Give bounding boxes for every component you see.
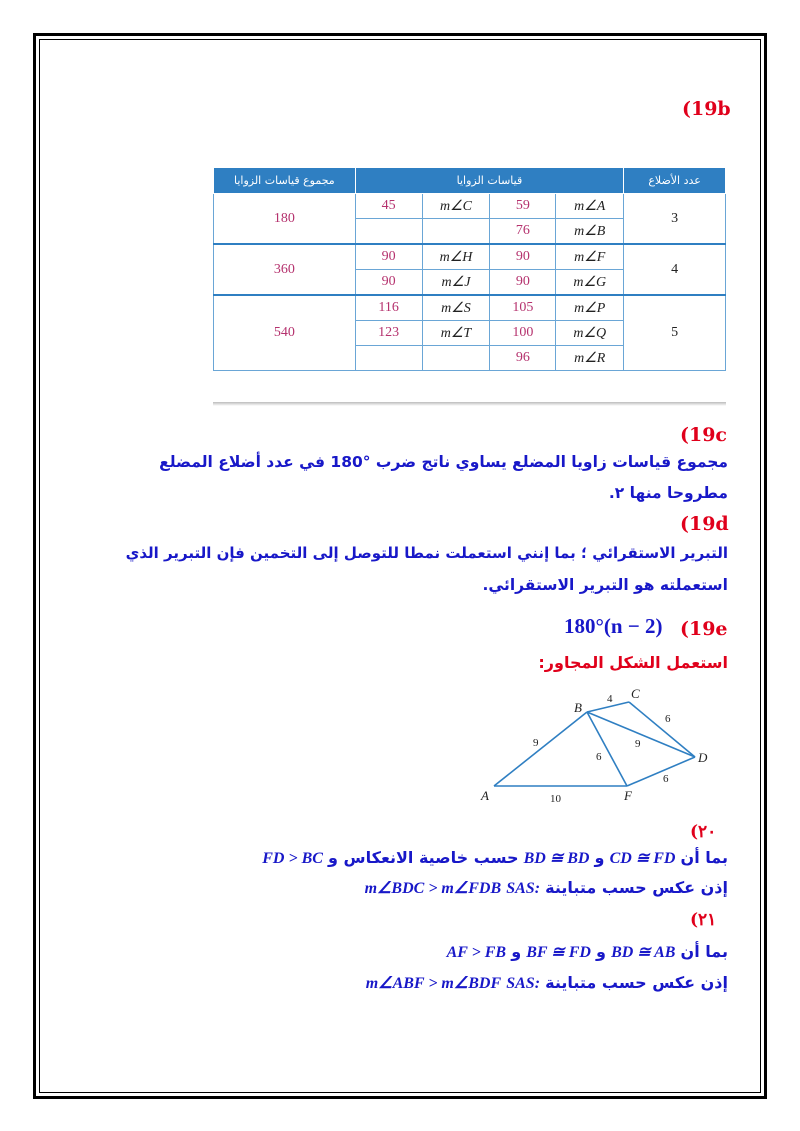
angle-name-cell: m∠T — [422, 321, 490, 346]
angle-value-cell: 76 — [490, 219, 556, 245]
q21-line2 — [48, 973, 728, 993]
q20-mid: حسب خاصية الانعكاس و — [328, 848, 519, 867]
q20-math-4: SAS: — [506, 880, 541, 897]
vertex-c: C — [631, 686, 640, 701]
q21-math-3: AF > FB — [446, 944, 507, 961]
edge-label-fd: 6 — [663, 773, 669, 785]
vertex-f: F — [624, 788, 632, 803]
angle-value-cell: 96 — [490, 346, 556, 371]
q21-math-2: BF ≅ FD — [526, 944, 591, 961]
angle-name-cell: m∠J — [422, 270, 490, 296]
label-19d: (19d — [680, 513, 729, 535]
edge-label-bd: 9 — [635, 738, 641, 750]
q20-math-5: m∠BDC > m∠FDB — [364, 880, 502, 897]
sides-cell: 5 — [624, 295, 726, 371]
header-sum: مجموع قياسات الزوايا — [214, 168, 356, 194]
sum-cell: 180 — [214, 194, 356, 245]
angle-value-cell — [355, 346, 422, 371]
q20-pre: بما أن — [680, 848, 728, 867]
label-19b: (19b — [682, 98, 731, 120]
text-19c-line2: مطروحا منها ٢. — [608, 484, 728, 502]
segment-bd — [587, 712, 695, 757]
q21-math-1: BD ≅ AB — [611, 944, 676, 961]
sum-cell: 360 — [214, 244, 356, 295]
text-19d-line1: التبرير الاستقرائي ؛ بما إنني استعملت نمطا للتوصل إلى التخمين فإن التبرير الذي — [125, 544, 728, 562]
table-row — [214, 244, 726, 270]
table-row — [214, 295, 726, 321]
angle-name-cell: m∠R — [556, 346, 624, 371]
angle-value-cell: 90 — [355, 244, 422, 270]
label-21: (٢١ — [690, 910, 717, 930]
q20-line2 — [48, 878, 728, 898]
vertex-b: B — [574, 700, 582, 715]
angle-value-cell: 90 — [490, 270, 556, 296]
edge-label-bf: 6 — [596, 751, 602, 763]
table-header-row — [214, 168, 726, 194]
q21-math-5: m∠ABF > m∠BDF — [365, 975, 502, 992]
geometry-figure — [470, 682, 720, 807]
label-20: (٢٠ — [690, 822, 717, 842]
text-19c-line1: مجموع قياسات زاويا المضلع يساوي ناتج ضرب °180 في عدد أضلاع المضلع — [159, 453, 728, 471]
angle-value-cell: 105 — [490, 295, 556, 321]
vertex-a: A — [481, 788, 489, 803]
header-angles: قياسات الزوايا — [355, 168, 624, 194]
q21-pre: بما أن — [680, 942, 728, 961]
q20-line1 — [48, 848, 728, 868]
formula-19e: 180°(n − 2) — [564, 614, 663, 638]
angle-name-cell: m∠P — [556, 295, 624, 321]
angle-value-cell: 59 — [490, 194, 556, 219]
segment-bf — [587, 712, 627, 786]
angle-name-cell: m∠C — [422, 194, 490, 219]
q20-math-2: BD ≅ BD — [523, 850, 590, 867]
q21-line1 — [48, 942, 728, 962]
angle-value-cell: 90 — [355, 270, 422, 296]
angle-name-cell: m∠Q — [556, 321, 624, 346]
angle-name-cell: m∠A — [556, 194, 624, 219]
angle-value-cell: 45 — [355, 194, 422, 219]
angle-name-cell: m∠H — [422, 244, 490, 270]
q20-pre-2: إذن عكس حسب متباينة — [545, 878, 728, 897]
angle-value-cell: 123 — [355, 321, 422, 346]
q21-and-2: و — [511, 942, 522, 961]
label-19c: (19c — [680, 424, 727, 446]
edge-label-bc: 4 — [607, 693, 613, 705]
sides-cell: 3 — [624, 194, 726, 245]
edge-label-af: 10 — [550, 793, 561, 805]
angle-name-cell: m∠G — [556, 270, 624, 296]
q21-and-1: و — [596, 942, 606, 961]
table-shadow — [213, 402, 726, 406]
segment-fd — [627, 757, 695, 786]
label-19e: (19e — [680, 618, 728, 640]
edge-label-ab: 9 — [533, 737, 539, 749]
sides-cell: 4 — [624, 244, 726, 295]
angle-name-cell: m∠S — [422, 295, 490, 321]
text-19d-line2: استعملته هو التبرير الاستقرائي. — [482, 576, 728, 594]
q20-and-1: و — [594, 848, 605, 867]
sum-cell: 540 — [214, 295, 356, 371]
angle-name-cell: m∠F — [556, 244, 624, 270]
angle-name-cell: m∠B — [556, 219, 624, 245]
vertex-d: D — [698, 750, 708, 765]
table-row — [214, 194, 726, 219]
edge-label-cd: 6 — [665, 713, 671, 725]
angles-table — [213, 167, 726, 371]
q20-math-1: CD ≅ FD — [609, 850, 676, 867]
q20-math-3: FD > BC — [262, 850, 323, 867]
angle-value-cell: 90 — [490, 244, 556, 270]
angle-value-cell — [355, 219, 422, 245]
q21-pre-2: إذن عكس حسب متباينة — [545, 973, 728, 992]
use-figure-heading: استعمل الشكل المجاور: — [538, 653, 728, 672]
q21-math-4: SAS: — [506, 975, 541, 992]
segment-ab — [494, 712, 587, 786]
angle-name-cell — [422, 346, 490, 371]
angle-name-cell — [422, 219, 490, 245]
angle-value-cell: 116 — [355, 295, 422, 321]
header-sides: عدد الأضلاع — [624, 168, 726, 194]
angle-value-cell: 100 — [490, 321, 556, 346]
